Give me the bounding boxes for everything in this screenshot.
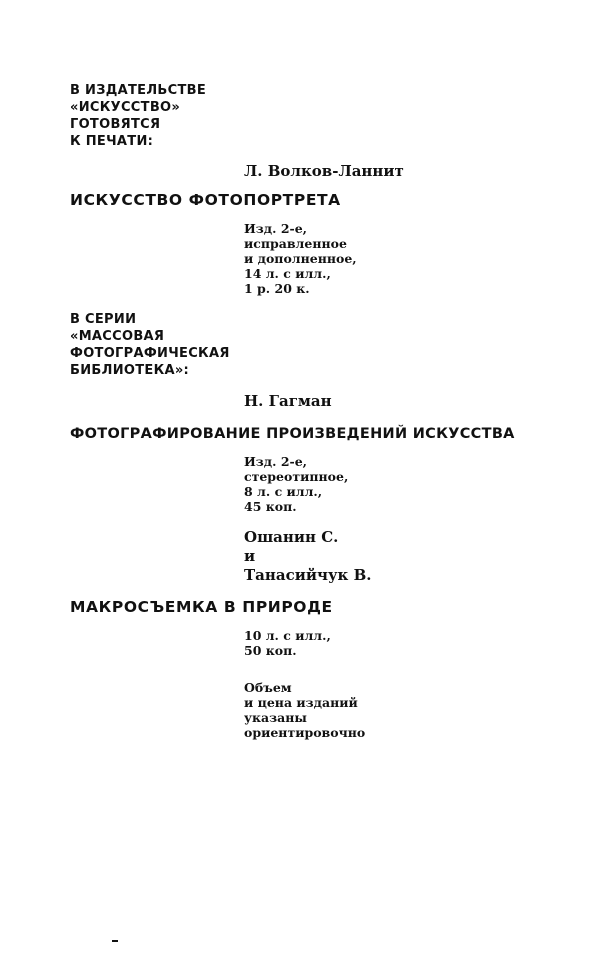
series-line: В СЕРИИ	[70, 312, 137, 327]
series-heading	[70, 311, 230, 379]
book1-detail-line: Изд. 2-е,	[244, 221, 308, 236]
book2-author: Н. Гагман	[244, 392, 332, 410]
book3-detail-line: 10 л. с илл.,	[244, 628, 331, 643]
announcement-line: К ПЕЧАТИ:	[70, 134, 154, 149]
series-line: ФОТОГРАФИЧЕСКАЯ	[70, 346, 230, 361]
footnote-line: ориентировочно	[244, 725, 366, 740]
book3-title: МАКРОСЪЕМКА В ПРИРОДЕ	[70, 598, 333, 616]
book1-details	[244, 221, 357, 296]
announcement-line: В ИЗДАТЕЛЬСТВЕ	[70, 83, 207, 98]
announcement-line: ГОТОВЯТСЯ	[70, 117, 161, 132]
page-mark	[112, 940, 118, 942]
book3-details	[244, 628, 331, 658]
book1-title: ИСКУССТВО ФОТОПОРТРЕТА	[70, 191, 341, 209]
book2-title: ФОТОГРАФИРОВАНИЕ ПРОИЗВЕДЕНИЙ ИСКУССТВА	[70, 426, 515, 442]
book3-authors	[244, 528, 372, 585]
book3-author-line: Ошанин С.	[244, 528, 339, 546]
footnote-line: Объем	[244, 680, 292, 695]
announcement-line: «ИСКУССТВО»	[70, 100, 181, 115]
book2-detail-line: 45 коп.	[244, 499, 297, 514]
book3-author-line: и	[244, 547, 256, 565]
book3-detail-line: 50 коп.	[244, 643, 297, 658]
book2-details	[244, 454, 348, 514]
footnote-line: и цена изданий	[244, 695, 358, 710]
announcement-heading	[70, 82, 206, 150]
series-line: «МАССОВАЯ	[70, 329, 165, 344]
footnote	[244, 680, 365, 740]
book2-detail-line: 8 л. с илл.,	[244, 484, 323, 499]
book3-author-line: Танасийчук В.	[244, 566, 372, 584]
book1-detail-line: 14 л. с илл.,	[244, 266, 331, 281]
footnote-line: указаны	[244, 710, 307, 725]
book1-author: Л. Волков-Ланнит	[244, 162, 404, 180]
book1-detail-line: исправленное	[244, 236, 347, 251]
book2-detail-line: Изд. 2-е,	[244, 454, 308, 469]
series-line: БИБЛИОТЕКА»:	[70, 363, 190, 378]
book2-detail-line: стереотипное,	[244, 469, 349, 484]
book1-detail-line: и дополненное,	[244, 251, 357, 266]
book1-detail-line: 1 р. 20 к.	[244, 281, 310, 296]
